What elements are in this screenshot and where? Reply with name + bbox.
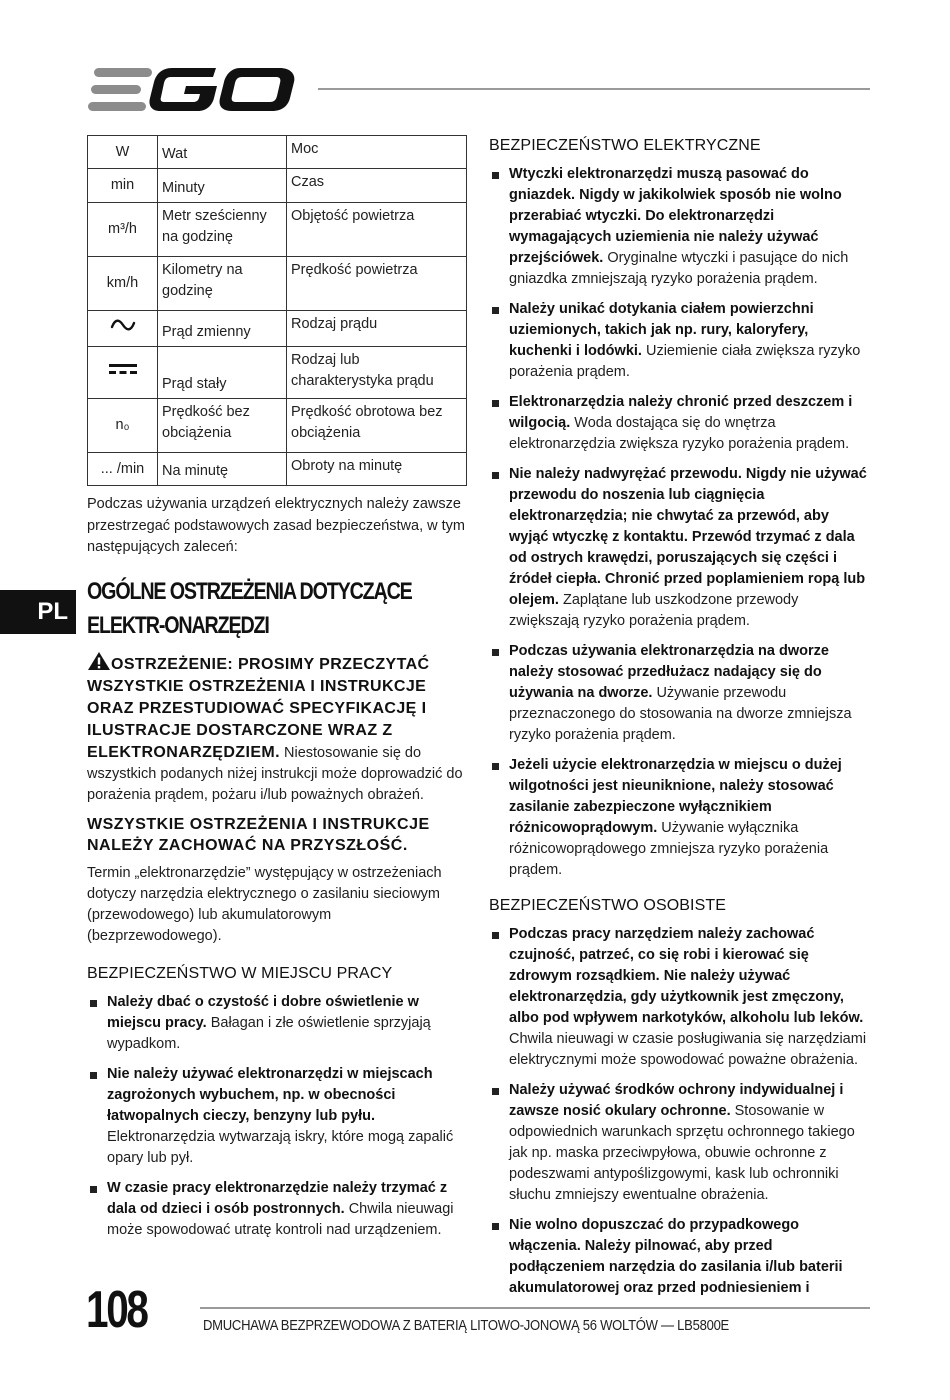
units-table-row: [88, 203, 467, 257]
keep-instructions-heading: WSZYSTKIE OSTRZEŻENIA I INSTRUKCJE NALEŻY ZACHOWAĆ NA PRZYSZŁOŚĆ.: [87, 815, 430, 854]
list-item: [489, 641, 871, 746]
main-heading: OGÓLNE OSTRZEŻENIA DOTYCZĄCE ELEKTR-ONARZĘDZI: [87, 577, 412, 639]
list-item: [489, 464, 871, 632]
units-table-row: [88, 136, 467, 169]
list-item: [489, 164, 871, 290]
list-item-text: Oryginalne wtyczki i pasujące do nich gniazdka zmniejszają ryzyko porażenia prądem.: [509, 250, 849, 287]
unit-symbol: n₀: [88, 399, 158, 453]
unit-symbol: W: [88, 136, 158, 169]
unit-meaning: Czas: [287, 169, 467, 203]
units-table: [87, 135, 467, 486]
list-item-bold: Nie wolno dopuszczać do przypadkowego włączenia. Należy pilnować, aby przed podłączeniem narzędzia do zasilania i/lub baterii akumulatorowej oraz przed podniesieniem i: [509, 1217, 843, 1296]
list-item-text: Stosowanie w odpowiednich warunkach sprzętu ochronnego takiego jak np. maska przeciwpyłowa, obuwie ochronne z podeszwami antypoślizgowymi, kask lub ochronniki słuchu zmniejszy ewentualne obrażenia.: [509, 1103, 855, 1203]
warning-block: [87, 651, 467, 806]
unit-symbol: km/h: [88, 257, 158, 311]
list-item-text: Używanie wyłącznika różnicowoprądowego zmniejsza ryzyko porażenia prądem.: [509, 820, 829, 878]
units-table-row: [88, 169, 467, 203]
list-item: [489, 1215, 871, 1299]
direct-current-icon: [108, 364, 138, 380]
list-item-text: Woda dostająca się do wnętrza elektronarzędzia zwiększa ryzyko porażenia prądem.: [509, 415, 850, 452]
workplace-safety-heading: BEZPIECZEŃSTWO W MIEJSCU PRACY: [87, 964, 393, 982]
list-item: [489, 1080, 871, 1206]
list-item: [489, 755, 871, 881]
list-item-bold: Należy unikać dotykania ciałem powierzchni uziemionych, takich jak np. rury, kaloryfery, kuchenki i lodówki.: [509, 301, 814, 359]
electrical-safety-heading: BEZPIECZEŃSTWO ELEKTRYCZNE: [489, 137, 761, 154]
term-definition: Termin „elektronarzędzie” występujący w ostrzeżeniach dotyczy narzędzia elektrycznego o zasilaniu sieciowym (przewodowego) lub akumulatorowym (bezprzewodowego).: [87, 864, 442, 944]
unit-meaning: Rodzaj prądu: [287, 311, 467, 347]
list-item-bold: Nie należy używać elektronarzędzi w miejscach zagrożonych wybuchem, np. w obecności łatwopalnych cieczy, benzyny lub pyłu.: [107, 1065, 433, 1124]
list-item-bold: Podczas używania elektronarzędzia na dworze należy stosować przedłużacz nadający się do używania na dworze.: [509, 643, 829, 701]
list-item-text: Elektronarzędzia wytwarzają iskry, które mogą zapalić opary lub pył.: [107, 1128, 454, 1166]
units-table-row: [88, 257, 467, 311]
warning-heading: OSTRZEŻENIE: PROSIMY PRZECZYTAĆ WSZYSTKIE OSTRZEŻENIA I INSTRUKCJE ORAZ PRZESTUDIOWAĆ SPECYFIKACJĘ I ILUSTRACJE DOSTARCZONE WRAZ Z ELEKTRONARZĘDZIEM.: [87, 655, 430, 761]
units-table-row: [88, 311, 467, 347]
unit-name: Kilometry na godzinę: [158, 257, 287, 311]
list-item-bold: Należy dbać o czystość i dobre oświetlenie w miejscu pracy.: [107, 993, 419, 1031]
list-item: [489, 299, 871, 383]
unit-symbol: [88, 347, 158, 399]
list-item-bold: Podczas pracy narzędziem należy zachować czujność, patrzeć, co się robi i kierować się zdrowym rozsądkiem. Nie należy używać elektronarzędzia, gdy użytkownik jest zmęczony, albo pod wpływem narkotyków, alkoholu lub leków.: [509, 926, 864, 1026]
ego-logo: [88, 66, 298, 114]
footer-title: DMUCHAWA BEZPRZEWODOWA Z BATERIĄ LITOWO-JONOWĄ 56 WOLTÓW — LB5800E: [203, 1318, 729, 1334]
unit-name: Prąd stały: [158, 347, 287, 399]
unit-symbol: m³/h: [88, 203, 158, 257]
list-item-bold: Elektronarzędzia należy chronić przed deszczem i wilgocią.: [509, 394, 853, 431]
intro-text: Podczas używania urządzeń elektrycznych należy zawsze przestrzegać podstawowych zasad bezpieczeństwa, w tym następujących zaleceń:: [87, 496, 465, 555]
list-item-text: Zaplątane lub uszkodzone przewody zwiększają ryzyko porażenia prądem.: [509, 592, 799, 629]
warning-triangle-icon: [87, 651, 111, 671]
right-column: [489, 135, 871, 1308]
unit-name: Minuty: [158, 169, 287, 203]
header-rule: [318, 88, 870, 90]
list-item-text: Chwila nieuwagi może spowodować utratę kontroli nad urządzeniem.: [107, 1200, 454, 1238]
list-item: [87, 1178, 467, 1241]
list-item: [489, 924, 871, 1071]
unit-symbol: min: [88, 169, 158, 203]
unit-symbol: ... /min: [88, 453, 158, 486]
unit-name: Na minutę: [158, 453, 287, 486]
list-item-text: Używanie przewodu przeznaczonego do stosowania na dworze zmniejsza ryzyko porażenia prądem.: [509, 685, 852, 743]
alternating-current-icon: [110, 320, 136, 336]
units-table-row: [88, 453, 467, 486]
warning-text: Niestosowanie się do wszystkich podanych niżej instrukcji może doprowadzić do porażenia prądem, pożaru i/lub poważnych obrażeń.: [87, 744, 463, 803]
unit-name: Wat: [158, 136, 287, 169]
unit-meaning: Prędkość powietrza: [287, 257, 467, 311]
unit-name: Prędkość bez obciążenia: [158, 399, 287, 453]
left-column: [87, 135, 467, 1250]
list-item-text: Uziemienie ciała zwiększa ryzyko porażenia prądem.: [509, 343, 861, 380]
electrical-safety-list: [489, 164, 871, 881]
list-item-bold: Wtyczki elektronarzędzi muszą pasować do gniazdek. Nigdy w jakikolwiek sposób nie wolno przerabiać wtyczki. Do elektronarzędzi wymagających uziemienia nie należy używać przejściówek.: [509, 166, 842, 266]
unit-symbol: [88, 311, 158, 347]
unit-meaning: Rodzaj lub charakterystyka prądu: [287, 347, 467, 399]
units-table-row: [88, 399, 467, 453]
unit-name: Metr sześcienny na godzinę: [158, 203, 287, 257]
list-item: [87, 992, 467, 1055]
list-item-bold: Nie należy nadwyrężać przewodu. Nigdy nie używać przewodu do noszenia lub ciągnięcia elektronarzędzia; nie chwytać za przewód, aby wyjąć wtyczkę z kontaktu. Przewód trzymać z dala od ostrych krawędzi, poruszających się części i źródeł ciepła. Chronić przed poplamieniem ropą lub olejem.: [509, 466, 867, 608]
personal-safety-heading: BEZPIECZEŃSTWO OSOBISTE: [489, 897, 726, 914]
unit-name: Prąd zmienny: [158, 311, 287, 347]
unit-meaning: Moc: [287, 136, 467, 169]
unit-meaning: Prędkość obrotowa bez obciążenia: [287, 399, 467, 453]
list-item-bold: W czasie pracy elektronarzędzie należy trzymać z dala od dzieci i osób postronnych.: [107, 1179, 448, 1217]
page-number: 108: [86, 1281, 147, 1339]
list-item: [489, 392, 871, 455]
list-item-text: Bałagan i złe oświetlenie sprzyjają wypadkom.: [107, 1014, 431, 1052]
list-item-bold: Jeżeli użycie elektronarzędzia w miejscu o dużej wilgotności jest nieuniknione, należy stosować zasilanie zabezpieczone wyłącznikiem różnicowoprądowym.: [509, 757, 842, 836]
unit-meaning: Objętość powietrza: [287, 203, 467, 257]
workplace-safety-list: [87, 992, 467, 1241]
list-item-bold: Należy używać środków ochrony indywidualnej i zawsze nosić okulary ochronne.: [509, 1082, 844, 1119]
footer-rule: [200, 1307, 870, 1309]
language-tab: PL: [0, 590, 76, 634]
unit-meaning: Obroty na minutę: [287, 453, 467, 486]
list-item-text: Chwila nieuwagi w czasie posługiwania się narzędziami elektrycznymi może spowodować poważne obrażenia.: [509, 1031, 867, 1068]
personal-safety-list: [489, 924, 871, 1299]
list-item: [87, 1064, 467, 1169]
units-table-row: [88, 347, 467, 399]
